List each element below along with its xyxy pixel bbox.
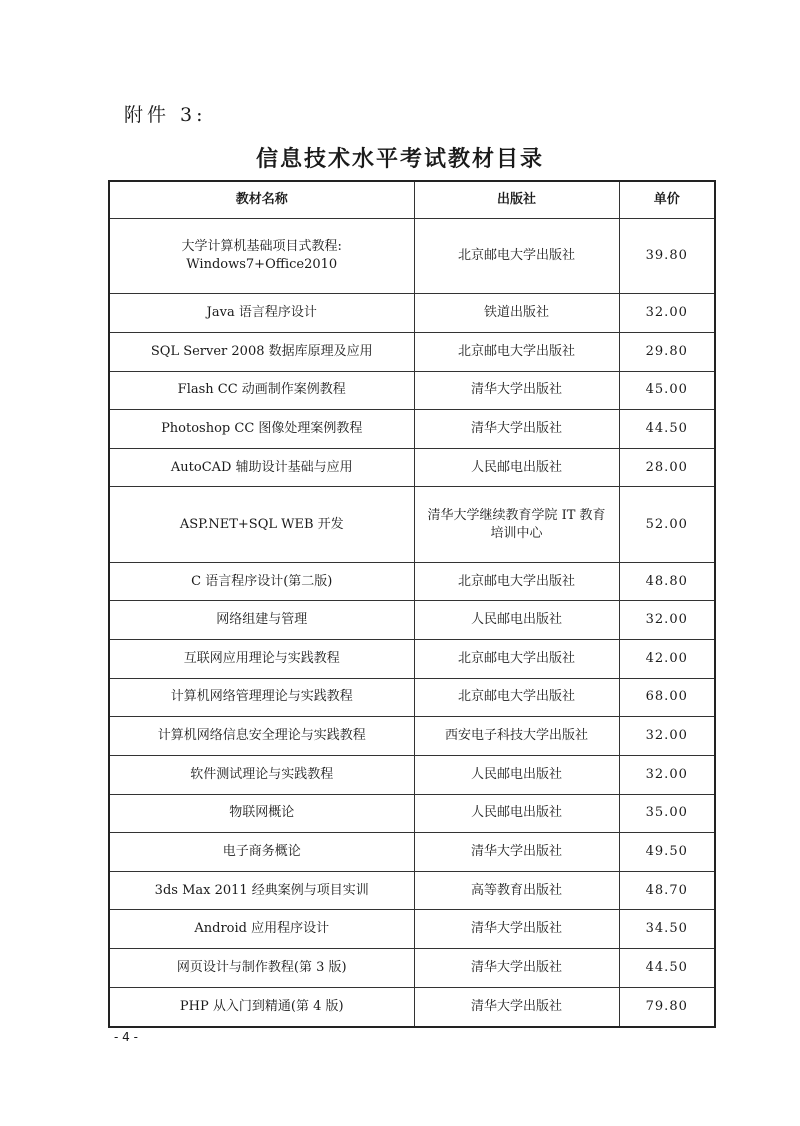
document-title: 信息技术水平考试教材目录: [255, 146, 544, 172]
cell-publisher: 人民邮电出版社: [414, 448, 619, 487]
cell-publisher: 清华大学继续教育学院 IT 教育 培训中心: [414, 487, 619, 562]
table-row: [109, 910, 715, 949]
cell-publisher: 清华大学出版社: [414, 910, 619, 949]
cell-book-name: Photoshop CC 图像处理案例教程: [109, 410, 414, 449]
table-row: [109, 794, 715, 833]
cell-price: 39.80: [619, 219, 715, 294]
cell-price: 44.50: [619, 949, 715, 988]
cell-book-name: C 语言程序设计(第二版): [109, 562, 414, 601]
table-row: [109, 755, 715, 794]
cell-price: 52.00: [619, 487, 715, 562]
cell-book-name: 计算机网络信息安全理论与实践教程: [109, 717, 414, 756]
cell-price: 32.00: [619, 601, 715, 640]
cell-book-name: 网页设计与制作教程(第 3 版): [109, 949, 414, 988]
cell-book-name: 电子商务概论: [109, 833, 414, 872]
header-publisher: 出版社: [414, 181, 619, 219]
cell-book-name: 计算机网络管理理论与实践教程: [109, 678, 414, 717]
cell-publisher: 西安电子科技大学出版社: [414, 717, 619, 756]
cell-publisher: 清华大学出版社: [414, 371, 619, 410]
cell-publisher: 北京邮电大学出版社: [414, 332, 619, 371]
cell-price: 44.50: [619, 410, 715, 449]
cell-book-name: 物联网概论: [109, 794, 414, 833]
table-row: [109, 294, 715, 333]
cell-price: 35.00: [619, 794, 715, 833]
cell-price: 32.00: [619, 755, 715, 794]
table-row: [109, 987, 715, 1027]
cell-publisher: 人民邮电出版社: [414, 794, 619, 833]
cell-book-name: 互联网应用理论与实践教程: [109, 639, 414, 678]
table-row: [109, 833, 715, 872]
cell-book-name: ASP.NET+SQL WEB 开发: [109, 487, 414, 562]
table-row: [109, 601, 715, 640]
cell-price: 49.50: [619, 833, 715, 872]
table-row: [109, 219, 715, 294]
table-row: [109, 487, 715, 562]
cell-publisher: 清华大学出版社: [414, 833, 619, 872]
table-header-row: [109, 181, 715, 219]
cell-book-name: AutoCAD 辅助设计基础与应用: [109, 448, 414, 487]
table-body: [109, 219, 715, 1028]
textbook-catalog-table: [108, 180, 716, 1028]
table-row: [109, 871, 715, 910]
cell-publisher: 人民邮电出版社: [414, 601, 619, 640]
cell-publisher: 北京邮电大学出版社: [414, 562, 619, 601]
table-row: [109, 371, 715, 410]
table-row: [109, 562, 715, 601]
cell-price: 48.80: [619, 562, 715, 601]
table-row: [109, 678, 715, 717]
cell-book-name: PHP 从入门到精通(第 4 版): [109, 987, 414, 1027]
table-row: [109, 639, 715, 678]
cell-publisher: 清华大学出版社: [414, 410, 619, 449]
header-book-name: 教材名称: [109, 181, 414, 219]
header-price: 单价: [619, 181, 715, 219]
table-row: [109, 448, 715, 487]
cell-price: 79.80: [619, 987, 715, 1027]
cell-publisher: 清华大学出版社: [414, 949, 619, 988]
cell-publisher: 铁道出版社: [414, 294, 619, 333]
cell-price: 34.50: [619, 910, 715, 949]
catalog-table-container: [108, 180, 714, 1028]
cell-price: 32.00: [619, 294, 715, 333]
cell-price: 29.80: [619, 332, 715, 371]
cell-book-name: 网络组建与管理: [109, 601, 414, 640]
attachment-label: 附件 3:: [124, 104, 207, 126]
cell-book-name: 大学计算机基础项目式教程: Windows7+Office2010: [109, 219, 414, 294]
cell-price: 68.00: [619, 678, 715, 717]
cell-book-name: Android 应用程序设计: [109, 910, 414, 949]
table-row: [109, 949, 715, 988]
cell-publisher: 清华大学出版社: [414, 987, 619, 1027]
cell-publisher: 北京邮电大学出版社: [414, 639, 619, 678]
cell-book-name: 3ds Max 2011 经典案例与项目实训: [109, 871, 414, 910]
table-row: [109, 410, 715, 449]
page-number: - 4 -: [114, 1030, 138, 1044]
cell-publisher: 高等教育出版社: [414, 871, 619, 910]
cell-price: 42.00: [619, 639, 715, 678]
cell-price: 45.00: [619, 371, 715, 410]
table-row: [109, 717, 715, 756]
cell-publisher: 北京邮电大学出版社: [414, 219, 619, 294]
cell-price: 28.00: [619, 448, 715, 487]
cell-book-name: Java 语言程序设计: [109, 294, 414, 333]
cell-price: 32.00: [619, 717, 715, 756]
cell-book-name: SQL Server 2008 数据库原理及应用: [109, 332, 414, 371]
cell-publisher: 北京邮电大学出版社: [414, 678, 619, 717]
cell-book-name: 软件测试理论与实践教程: [109, 755, 414, 794]
cell-price: 48.70: [619, 871, 715, 910]
table-row: [109, 332, 715, 371]
cell-publisher: 人民邮电出版社: [414, 755, 619, 794]
cell-book-name: Flash CC 动画制作案例教程: [109, 371, 414, 410]
